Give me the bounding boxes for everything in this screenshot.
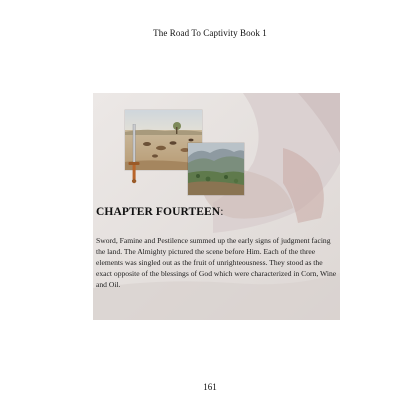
page-number: 161 bbox=[203, 382, 217, 392]
running-header: The Road To Captivity Book 1 bbox=[153, 28, 267, 38]
chapter-illustration-panel bbox=[93, 93, 340, 320]
sword-icon bbox=[128, 124, 140, 184]
chapter-heading bbox=[96, 206, 224, 218]
chapter-heading-text: CHAPTER FOURTEEN bbox=[96, 206, 221, 218]
hillside-landscape-photo bbox=[188, 143, 244, 195]
chapter-body-text: Sword, Famine and Pestilence summed up the early signs of judgment facing the land. The Almighty pictured the scene before Him. Each of the three elements was singled out as the fruit of unrighteousness. They stood as the exact opposite of the blessings of God which were characterized in Corn, Wine and Oil. bbox=[96, 236, 337, 289]
chapter-heading-suffix: : bbox=[220, 206, 224, 218]
